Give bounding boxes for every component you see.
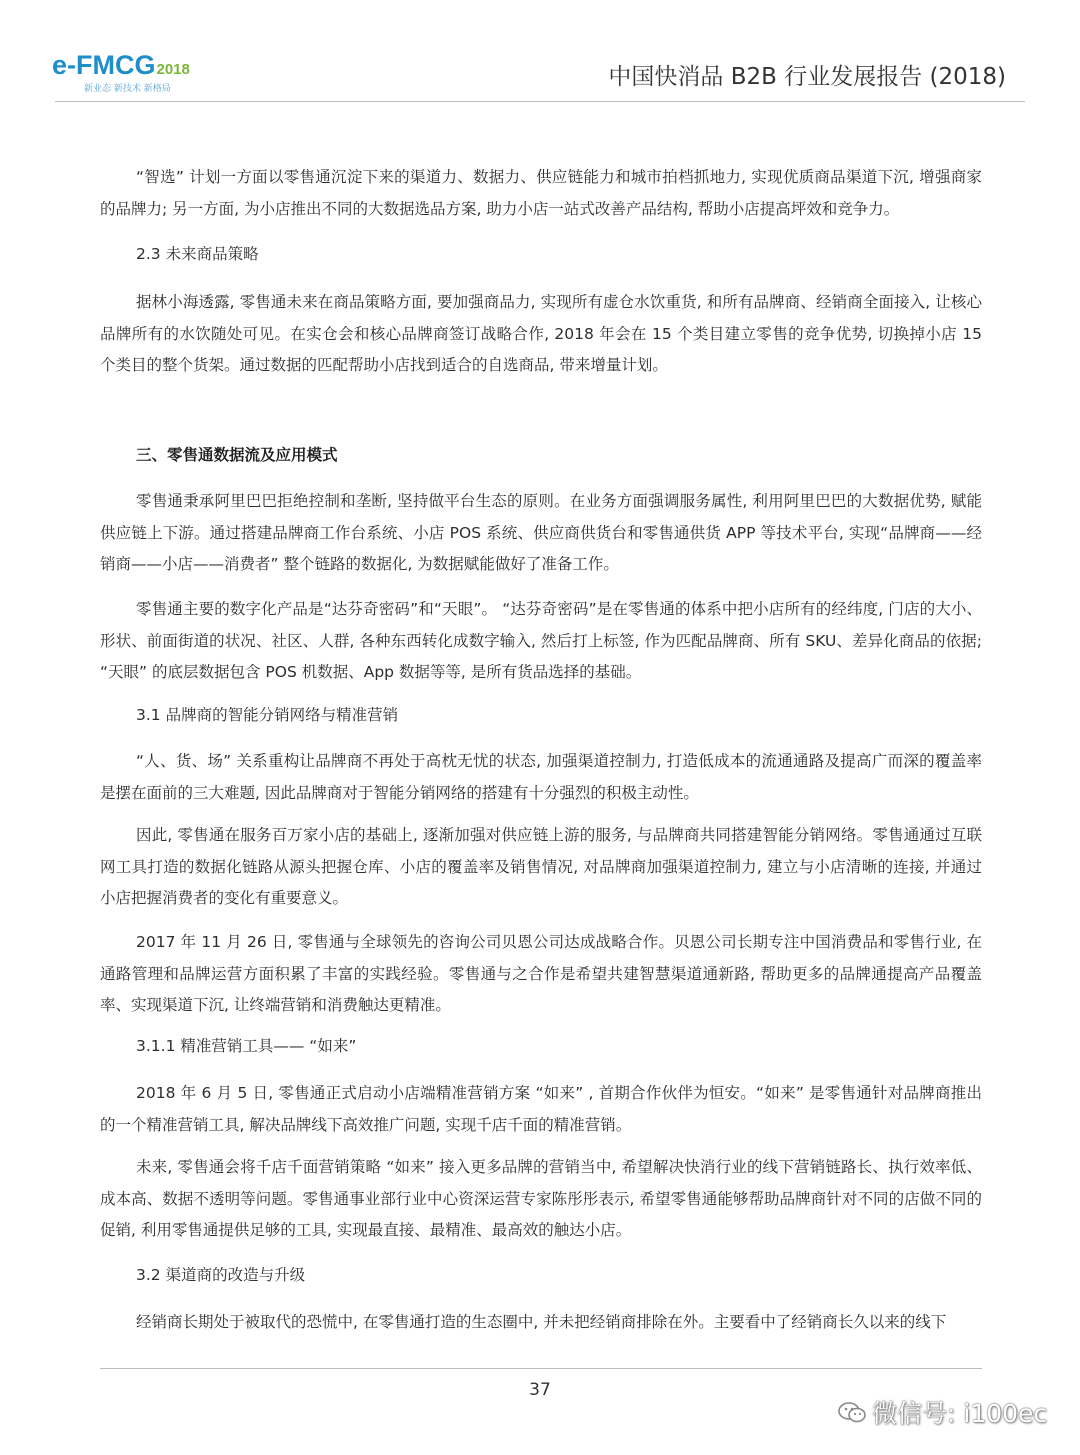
paragraph: “人、货、场” 关系重构让品牌商不再处于高枕无忧的状态, 加强渠道控制力, 打造低成本的流通通路及提高广而深的覆盖率是摆在面前的三大难题, 因此品牌商对于智能分销网络的搭建有十分强烈的积极主动性。 bbox=[100, 752, 982, 802]
efmcg-logo bbox=[52, 50, 202, 98]
section-heading-3-2: 3.2 渠道商的改造与升级 bbox=[136, 1266, 306, 1284]
paragraph: 经销商长期处于被取代的恐慌中, 在零售通打造的生态圈中, 并未把经销商排除在外。主要看中了经销商长久以来的线下 bbox=[136, 1313, 947, 1331]
logo-text: e-FMCG bbox=[52, 50, 156, 80]
section-heading-2-3: 2.3 未来商品策略 bbox=[136, 245, 259, 263]
paragraph: 2017 年 11 月 26 日, 零售通与全球领先的咨询公司贝恩公司达成战略合作。贝恩公司长期专注中国消费品和零售行业, 在通路管理和品牌运营方面积累了丰富的实践经验。零售通与之合作是希望共建智慧渠道通新路, 帮助更多的品牌通提高产品覆盖率、实现渠道下沉, 让终端营销和消费触达更精准。 bbox=[100, 933, 982, 1014]
paragraph: 据林小海透露, 零售通未来在商品策略方面, 要加强商品力, 实现所有虚仓水饮重货, 和所有品牌商、经销商全面接入, 让核心品牌所有的水饮随处可见。在实仓会和核心品牌商签订战略合作, 2018 年会在 15 个类目建立零售的竞争优势, 切换掉小店 15 个类目的整个货架。通过数据的匹配帮助小店找到适合的自选商品, 带来增量计划。 bbox=[100, 293, 982, 374]
paragraph: 零售通主要的数字化产品是“达芬奇密码”和“天眼”。 “达芬奇密码”是在零售通的体系中把小店所有的经纬度, 门店的大小、形状、前面街道的状况、社区、人群, 各种东西转化成数字输入, 然后打上标签, 作为匹配品牌商、所有 SKU、差异化商品的依据; “天眼” 的底层数据包含 POS 机数据、App 数据等等, 是所有货品选择的基础。 bbox=[100, 600, 982, 681]
report-title: 中国快消品 B2B 行业发展报告 (2018) bbox=[608, 64, 1006, 90]
wechat-icon bbox=[838, 1401, 868, 1425]
logo-year: 2018 bbox=[156, 61, 190, 78]
logo-wordmark bbox=[52, 50, 190, 81]
page-number: 37 bbox=[529, 1380, 551, 1400]
section-heading-3: 三、零售通数据流及应用模式 bbox=[136, 446, 338, 464]
footer-divider bbox=[100, 1368, 982, 1369]
paragraph: 零售通秉承阿里巴巴拒绝控制和垄断, 坚持做平台生态的原则。在业务方面强调服务属性, 利用阿里巴巴的大数据优势, 赋能供应链上下游。通过搭建品牌商工作台系统、小店 POS 系统、供应商供货台和零售通供货 APP 等技术平台, 实现“品牌商——经销商——小店——消费者” 整个链路的数据化, 为数据赋能做好了准备工作。 bbox=[100, 492, 982, 573]
page-header bbox=[0, 0, 1080, 102]
watermark-text: 微信号: i100ec bbox=[872, 1399, 1048, 1428]
paragraph: “智选” 计划一方面以零售通沉淀下来的渠道力、数据力、供应链能力和城市拍档抓地力, 实现优质商品渠道下沉, 增强商家的品牌力; 另一方面, 为小店推出不同的大数据选品方案, 助力小店一站式改善产品结构, 帮助小店提高坪效和竞争力。 bbox=[100, 168, 982, 218]
section-heading-3-1-1: 3.1.1 精准营销工具—— “如来” bbox=[136, 1037, 357, 1055]
paragraph: 2018 年 6 月 5 日, 零售通正式启动小店端精准营销方案 “如来” , 首期合作伙伴为恒安。“如来” 是零售通针对品牌商推出的一个精准营销工具, 解决品牌线下高效推广问题, 实现千店千面的精准营销。 bbox=[100, 1084, 982, 1134]
paragraph: 未来, 零售通会将千店千面营销策略 “如来” 接入更多品牌的营销当中, 希望解决快消行业的线下营销链路长、执行效率低、成本高、数据不透明等问题。零售通事业部行业中心资深运营专家陈彤彤表示, 希望零售通能够帮助品牌商针对不同的店做不同的促销, 利用零售通提供足够的工具, 实现最直接、最精准、最高效的触达小店。 bbox=[100, 1158, 982, 1239]
wechat-watermark bbox=[838, 1394, 1047, 1430]
logo-tagline: 新业态 新技术 新格局 bbox=[84, 84, 171, 94]
paragraph: 因此, 零售通在服务百万家小店的基础上, 逐渐加强对供应链上游的服务, 与品牌商共同搭建智能分销网络。零售通通过互联网工具打造的数据化链路从源头把握仓库、小店的覆盖率及销售情况, 对品牌商加强渠道控制力, 建立与小店清晰的连接, 并通过小店把握消费者的变化有重要意义。 bbox=[100, 826, 982, 907]
section-heading-3-1: 3.1 品牌商的智能分销网络与精准营销 bbox=[136, 706, 399, 724]
header-divider bbox=[55, 101, 1025, 102]
